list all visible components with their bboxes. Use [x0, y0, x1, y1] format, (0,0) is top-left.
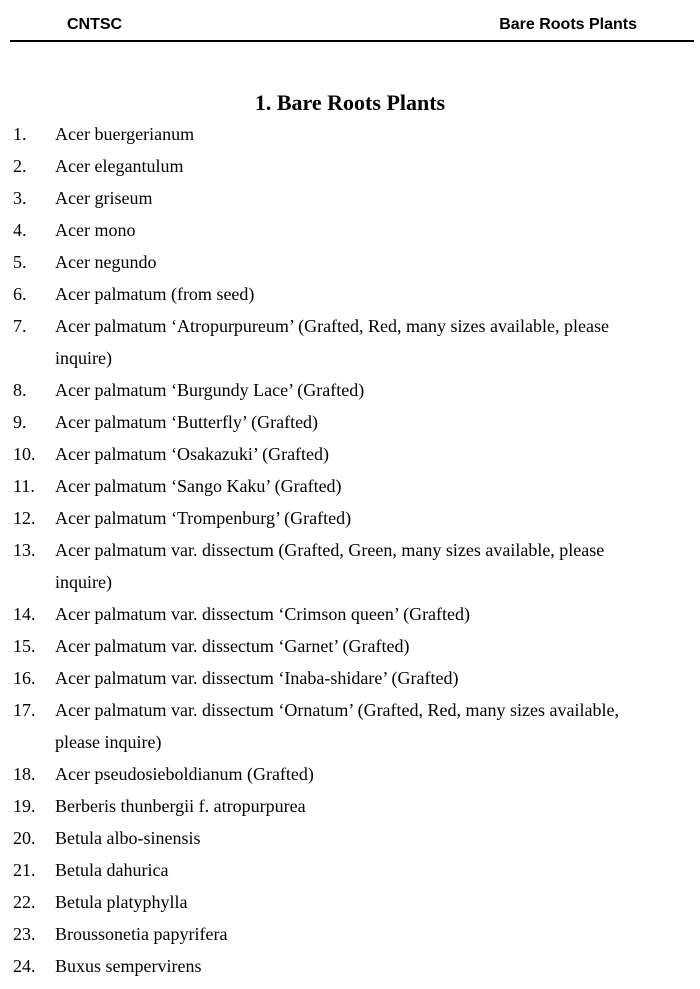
list-item [0, 470, 645, 502]
plant-name: Broussonetia papyrifera [55, 924, 228, 944]
plant-name: Acer palmatum ‘Atropurpureum’ (Grafted, Red, many sizes available, please inquire) [55, 316, 609, 368]
plant-name: Betula dahurica [55, 860, 169, 880]
list-item [0, 182, 645, 214]
list-item [0, 918, 645, 950]
list-item [0, 438, 645, 470]
item-number: 18. [13, 764, 36, 784]
item-number: 6. [13, 284, 27, 304]
plant-name: Betula platyphylla [55, 892, 188, 912]
plant-name: Acer palmatum var. dissectum ‘Ornatum’ (Grafted, Red, many sizes available, please inquire) [55, 700, 619, 752]
header-section-title: Bare Roots Plants [499, 16, 637, 33]
item-number: 8. [13, 380, 27, 400]
plant-name: Betula albo-sinensis [55, 828, 201, 848]
list-item [0, 118, 645, 150]
item-number: 17. [13, 700, 36, 720]
plant-name: Acer griseum [55, 188, 153, 208]
list-item [0, 214, 645, 246]
plant-name: Acer palmatum var. dissectum ‘Inaba-shidare’ (Grafted) [55, 668, 459, 688]
item-number: 7. [13, 316, 27, 336]
plant-name: Acer palmatum var. dissectum ‘Crimson queen’ (Grafted) [55, 604, 471, 624]
list-item [0, 598, 645, 630]
list-item [0, 406, 645, 438]
plant-name: Acer palmatum ‘Osakazuki’ (Grafted) [55, 444, 330, 464]
plant-name: Acer elegantulum [55, 156, 184, 176]
plant-name: Buxus sempervirens [55, 956, 202, 976]
plant-name: Acer palmatum (from seed) [55, 284, 255, 304]
header-company: CNTSC [67, 16, 123, 33]
plant-name: Berberis thunbergii f. atropurpurea [55, 796, 306, 816]
list-item [0, 886, 645, 918]
plant-name: Acer palmatum var. dissectum (Grafted, Green, many sizes available, please inquire) [55, 540, 605, 592]
plant-name: Acer buergerianum [55, 124, 195, 144]
item-number: 14. [13, 604, 36, 624]
item-number: 5. [13, 252, 27, 272]
plant-name: Acer mono [55, 220, 136, 240]
item-number: 1. [13, 124, 27, 144]
item-number: 22. [13, 892, 36, 912]
plant-name: Acer pseudosieboldianum (Grafted) [55, 764, 314, 784]
section-title: 1. Bare Roots Plants [254, 90, 446, 115]
list-item [0, 694, 645, 758]
item-number: 15. [13, 636, 36, 656]
list-item [0, 534, 645, 598]
item-number: 9. [13, 412, 27, 432]
item-number: 3. [13, 188, 27, 208]
list-item [0, 758, 645, 790]
list-item [0, 150, 645, 182]
item-number: 2. [13, 156, 27, 176]
list-item [0, 950, 645, 982]
list-item [0, 246, 645, 278]
list-item [0, 374, 645, 406]
page-header [10, 14, 694, 42]
list-item [0, 502, 645, 534]
item-number: 13. [13, 540, 36, 560]
plant-name: Acer palmatum ‘Trompenburg’ (Grafted) [55, 508, 352, 528]
list-item [0, 278, 645, 310]
list-item [0, 662, 645, 694]
plant-name: Acer palmatum ‘Burgundy Lace’ (Grafted) [55, 380, 365, 400]
list-item [0, 630, 645, 662]
item-number: 24. [13, 956, 36, 976]
plant-name: Acer palmatum ‘Sango Kaku’ (Grafted) [55, 476, 342, 496]
item-number: 23. [13, 924, 36, 944]
item-number: 19. [13, 796, 36, 816]
list-item [0, 790, 645, 822]
item-number: 20. [13, 828, 36, 848]
list-item [0, 310, 645, 374]
plant-name: Acer palmatum var. dissectum ‘Garnet’ (Grafted) [55, 636, 410, 656]
item-number: 12. [13, 508, 36, 528]
item-number: 4. [13, 220, 27, 240]
item-number: 21. [13, 860, 36, 880]
plant-name: Acer palmatum ‘Butterfly’ (Grafted) [55, 412, 319, 432]
item-number: 11. [13, 476, 35, 496]
plant-list [0, 118, 700, 982]
list-item [0, 822, 645, 854]
plant-name: Acer negundo [55, 252, 157, 272]
item-number: 10. [13, 444, 36, 464]
list-item [0, 854, 645, 886]
item-number: 16. [13, 668, 36, 688]
